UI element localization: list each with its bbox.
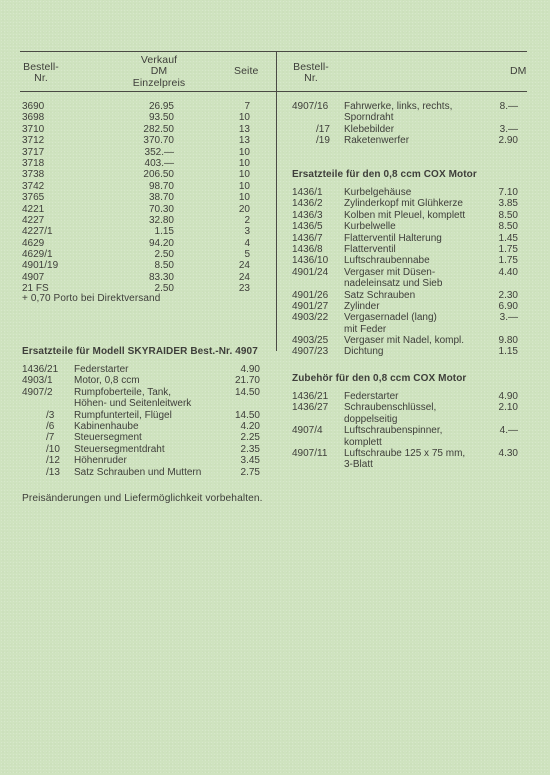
header-dm: DM xyxy=(510,65,527,77)
list-item xyxy=(22,364,262,375)
part-price: 3.85 xyxy=(498,198,518,210)
list-item xyxy=(292,267,530,278)
part-price: 4.90 xyxy=(498,391,518,402)
cox-parts-section-title: Ersatzteile für den 0,8 ccm COX Motor xyxy=(292,169,477,180)
list-item xyxy=(22,387,262,398)
part-number: /13 xyxy=(46,466,60,478)
list-item xyxy=(292,244,530,255)
column-divider xyxy=(276,51,277,351)
list-item xyxy=(292,198,530,209)
part-description: Luftschraubenspinner, xyxy=(344,425,443,437)
part-description: Satz Schrauben xyxy=(344,289,416,301)
skyraider-section-title: Ersatzteile für Modell SKYRAIDER Best.-Nr. 4907 xyxy=(22,346,258,357)
list-item xyxy=(292,312,530,323)
part-number: 4901/26 xyxy=(292,289,329,301)
page-number: 10 xyxy=(238,180,250,192)
part-price: 6.90 xyxy=(498,300,518,312)
list-item xyxy=(22,410,262,421)
page-number: 4 xyxy=(244,237,250,249)
list-item xyxy=(292,346,530,357)
part-description: doppelseitig xyxy=(344,413,398,425)
page-number: 24 xyxy=(238,271,250,283)
list-item xyxy=(292,255,530,266)
part-price: 8.50 xyxy=(498,221,518,233)
cox-parts-table xyxy=(292,187,530,358)
part-price: 4.90 xyxy=(240,364,260,375)
part-description: Vergaser mit Düsen- xyxy=(344,266,436,278)
footer-note: Preisänderungen und Liefermöglichkeit vorbehalten. xyxy=(22,493,263,504)
list-item xyxy=(292,459,530,470)
list-item xyxy=(22,421,262,432)
part-number: 1436/5 xyxy=(292,221,323,233)
order-number: 3717 xyxy=(22,146,45,158)
list-item xyxy=(292,187,530,198)
order-number: 3690 xyxy=(22,101,45,112)
price-value: 206.50 xyxy=(143,169,174,181)
list-item xyxy=(292,402,530,413)
part-number: 4903/1 xyxy=(22,375,53,387)
list-item xyxy=(292,335,530,346)
part-description: Höhenruder xyxy=(74,455,127,467)
part-number: /6 xyxy=(46,420,55,432)
part-description: Zylinderkopf mit Glühkerze xyxy=(344,198,463,210)
part-price: 7.10 xyxy=(498,187,518,198)
part-price: 3.45 xyxy=(240,455,260,467)
table-row xyxy=(22,112,262,123)
part-price: 8.50 xyxy=(498,209,518,221)
part-number: /10 xyxy=(46,443,60,455)
price-value: 26.95 xyxy=(148,101,174,112)
header-seite: Seite xyxy=(234,65,259,77)
part-description: Federstarter xyxy=(74,364,129,375)
part-number: 1436/21 xyxy=(292,391,329,402)
part-number: 4907/2 xyxy=(22,386,53,398)
list-item xyxy=(292,391,530,402)
list-item xyxy=(292,210,530,221)
part-price: 2.30 xyxy=(498,289,518,301)
part-price: 21.70 xyxy=(234,375,260,387)
part-description: Höhen- und Seitenleitwerk xyxy=(74,398,192,410)
price-value: 83.30 xyxy=(148,271,174,283)
part-price: 3.— xyxy=(499,312,518,324)
page-number: 2 xyxy=(244,214,250,226)
part-price: 2.90 xyxy=(498,135,518,147)
table-row xyxy=(22,204,262,215)
order-number: 4629 xyxy=(22,237,45,249)
list-item xyxy=(292,301,530,312)
list-item xyxy=(22,455,262,466)
page-number: 13 xyxy=(238,123,250,135)
part-description: Fahrwerke, links, rechts, xyxy=(344,101,453,112)
cox-accessories-table xyxy=(292,391,530,471)
order-number: 3738 xyxy=(22,169,45,181)
table-row xyxy=(22,158,262,169)
list-item xyxy=(292,101,530,112)
page-number: 5 xyxy=(244,249,250,261)
price-value: 403.— xyxy=(144,157,174,169)
part-description: Rumpfoberteile, Tank, xyxy=(74,386,172,398)
order-number: 4227/1 xyxy=(22,226,53,238)
table-row xyxy=(22,147,262,158)
order-number: 4907 xyxy=(22,271,45,283)
part-description: Flatterventil xyxy=(344,243,396,255)
order-number: 4227 xyxy=(22,214,45,226)
order-number: 3742 xyxy=(22,180,45,192)
price-value: 38.70 xyxy=(148,192,174,204)
price-list-table xyxy=(22,101,262,295)
part-price: 2.10 xyxy=(498,402,518,414)
part-price: 2.35 xyxy=(240,443,260,455)
list-item xyxy=(292,437,530,448)
list-item xyxy=(22,375,262,386)
part-description: Luftschraube 125 x 75 mm, xyxy=(344,447,466,459)
header-bottom-rule xyxy=(20,91,527,92)
part-description: Kurbelgehäuse xyxy=(344,187,412,198)
part-description: Steuersegmentdraht xyxy=(74,443,165,455)
skyraider-parts-continued xyxy=(292,101,530,147)
part-description: Motor, 0,8 ccm xyxy=(74,375,140,387)
order-number: 3710 xyxy=(22,123,45,135)
order-number: 3712 xyxy=(22,135,45,147)
page-number: 23 xyxy=(238,283,250,295)
table-row xyxy=(22,181,262,192)
table-row xyxy=(22,226,262,237)
order-number: 3698 xyxy=(22,112,45,124)
part-price: 3.— xyxy=(499,123,518,135)
part-number: 4907/16 xyxy=(292,101,329,112)
order-number: 3765 xyxy=(22,192,45,204)
part-price: 2.25 xyxy=(240,432,260,444)
price-value: 70.30 xyxy=(148,203,174,215)
list-item xyxy=(292,290,530,301)
part-description: komplett xyxy=(344,436,382,448)
table-row xyxy=(22,101,262,112)
list-item xyxy=(292,135,530,146)
table-row xyxy=(22,249,262,260)
price-value: 8.50 xyxy=(154,260,174,272)
price-value: 352.— xyxy=(144,146,174,158)
part-description: Dichtung xyxy=(344,346,384,358)
list-item xyxy=(292,221,530,232)
page-number: 13 xyxy=(238,135,250,147)
part-price: 8.— xyxy=(499,101,518,112)
part-description: mit Feder xyxy=(344,323,387,335)
table-row xyxy=(22,192,262,203)
table-row xyxy=(22,169,262,180)
header-bestell-nr-left: Bestell- Nr. xyxy=(23,61,59,85)
list-item xyxy=(292,425,530,436)
part-number: /19 xyxy=(316,135,330,147)
part-price: 4.— xyxy=(499,425,518,437)
part-number: 1436/2 xyxy=(292,198,323,210)
price-value: 2.50 xyxy=(154,249,174,261)
page-number: 7 xyxy=(244,101,250,112)
part-description: Flatterventil Halterung xyxy=(344,232,442,244)
part-number: 1436/3 xyxy=(292,209,323,221)
part-number: 4901/27 xyxy=(292,300,329,312)
part-number: 4907/23 xyxy=(292,346,329,358)
part-description: nadeleinsatz und Sieb xyxy=(344,278,443,290)
table-row xyxy=(22,215,262,226)
part-description: Luftschraubennabe xyxy=(344,255,430,267)
list-item xyxy=(292,324,530,335)
page-number: 20 xyxy=(238,203,250,215)
part-description: 3-Blatt xyxy=(344,459,373,471)
page-number: 10 xyxy=(238,192,250,204)
list-item xyxy=(292,233,530,244)
page-number: 10 xyxy=(238,157,250,169)
order-number: 21 FS xyxy=(22,283,49,295)
part-price: 1.15 xyxy=(498,346,518,358)
part-number: /12 xyxy=(46,455,60,467)
price-value: 94.20 xyxy=(148,237,174,249)
part-number: 4903/22 xyxy=(292,312,329,324)
part-description: Zylinder xyxy=(344,300,380,312)
part-price: 1.75 xyxy=(498,243,518,255)
price-value: 98.70 xyxy=(148,180,174,192)
page-number: 10 xyxy=(238,169,250,181)
cox-accessories-section-title: Zubehör für den 0,8 ccm COX Motor xyxy=(292,373,467,384)
part-description: Steuersegment xyxy=(74,432,142,444)
list-item xyxy=(22,398,262,409)
list-item xyxy=(22,444,262,455)
part-description: Kabinenhaube xyxy=(74,420,139,432)
part-description: Vergaser mit Nadel, kompl. xyxy=(344,335,465,347)
part-price: 14.50 xyxy=(234,409,260,421)
table-row xyxy=(22,135,262,146)
part-description: Rumpfunterteil, Flügel xyxy=(74,409,172,421)
header-verkauf: Verkauf DM Einzelpreis xyxy=(132,54,186,89)
order-number: 4901/19 xyxy=(22,260,59,272)
table-row xyxy=(22,260,262,271)
price-value: 282.50 xyxy=(143,123,174,135)
price-value: 1.15 xyxy=(154,226,174,238)
part-number: 4903/25 xyxy=(292,335,329,347)
list-item xyxy=(292,124,530,135)
part-description: Klebebilder xyxy=(344,123,395,135)
part-number: 1436/1 xyxy=(292,187,323,198)
porto-note: + 0,70 Porto bei Direktversand xyxy=(22,293,161,304)
list-item xyxy=(292,414,530,425)
part-description: Sporndraht xyxy=(344,112,394,124)
part-number: 4907/4 xyxy=(292,425,323,437)
part-price: 14.50 xyxy=(234,386,260,398)
part-number: /17 xyxy=(316,123,330,135)
list-item xyxy=(22,467,262,478)
table-row xyxy=(22,124,262,135)
page-number: 3 xyxy=(244,226,250,238)
list-item xyxy=(22,432,262,443)
list-item xyxy=(292,112,530,123)
page-number: 10 xyxy=(238,112,250,124)
part-description: Schraubenschlüssel, xyxy=(344,402,437,414)
part-description: Federstarter xyxy=(344,391,399,402)
part-number: 1436/8 xyxy=(292,243,323,255)
skyraider-parts-table xyxy=(22,364,262,478)
header-top-rule xyxy=(20,51,527,52)
part-number: 1436/7 xyxy=(292,232,323,244)
part-description: Kolben mit Pleuel, komplett xyxy=(344,209,466,221)
part-number: 1436/21 xyxy=(22,364,59,375)
order-number: 4629/1 xyxy=(22,249,53,261)
part-price: 1.45 xyxy=(498,232,518,244)
price-value: 370.70 xyxy=(143,135,174,147)
part-number: /3 xyxy=(46,409,55,421)
table-row xyxy=(22,238,262,249)
part-number: /7 xyxy=(46,432,55,444)
order-number: 3718 xyxy=(22,157,45,169)
header-bestell-nr-right: Bestell- Nr. xyxy=(293,61,329,85)
page-number: 10 xyxy=(238,146,250,158)
part-number: 4901/24 xyxy=(292,266,329,278)
part-number: 4907/11 xyxy=(292,447,328,459)
part-number: 1436/10 xyxy=(292,255,329,267)
part-price: 4.30 xyxy=(498,447,518,459)
part-description: Kurbelwelle xyxy=(344,221,396,233)
price-value: 2.50 xyxy=(154,283,174,295)
part-price: 4.20 xyxy=(240,420,260,432)
price-value: 93.50 xyxy=(148,112,174,124)
table-row xyxy=(22,272,262,283)
part-number: 1436/27 xyxy=(292,402,329,414)
part-price: 4.40 xyxy=(498,266,518,278)
part-description: Vergasernadel (lang) xyxy=(344,312,437,324)
part-description: Satz Schrauben und Muttern xyxy=(74,466,202,478)
list-item xyxy=(292,448,530,459)
page-number: 24 xyxy=(238,260,250,272)
order-number: 4221 xyxy=(22,203,45,215)
part-price: 1.75 xyxy=(498,255,518,267)
part-description: Raketenwerfer xyxy=(344,135,410,147)
list-item xyxy=(292,278,530,289)
part-price: 2.75 xyxy=(240,466,260,478)
part-price: 9.80 xyxy=(498,335,518,347)
price-value: 32.80 xyxy=(148,214,174,226)
